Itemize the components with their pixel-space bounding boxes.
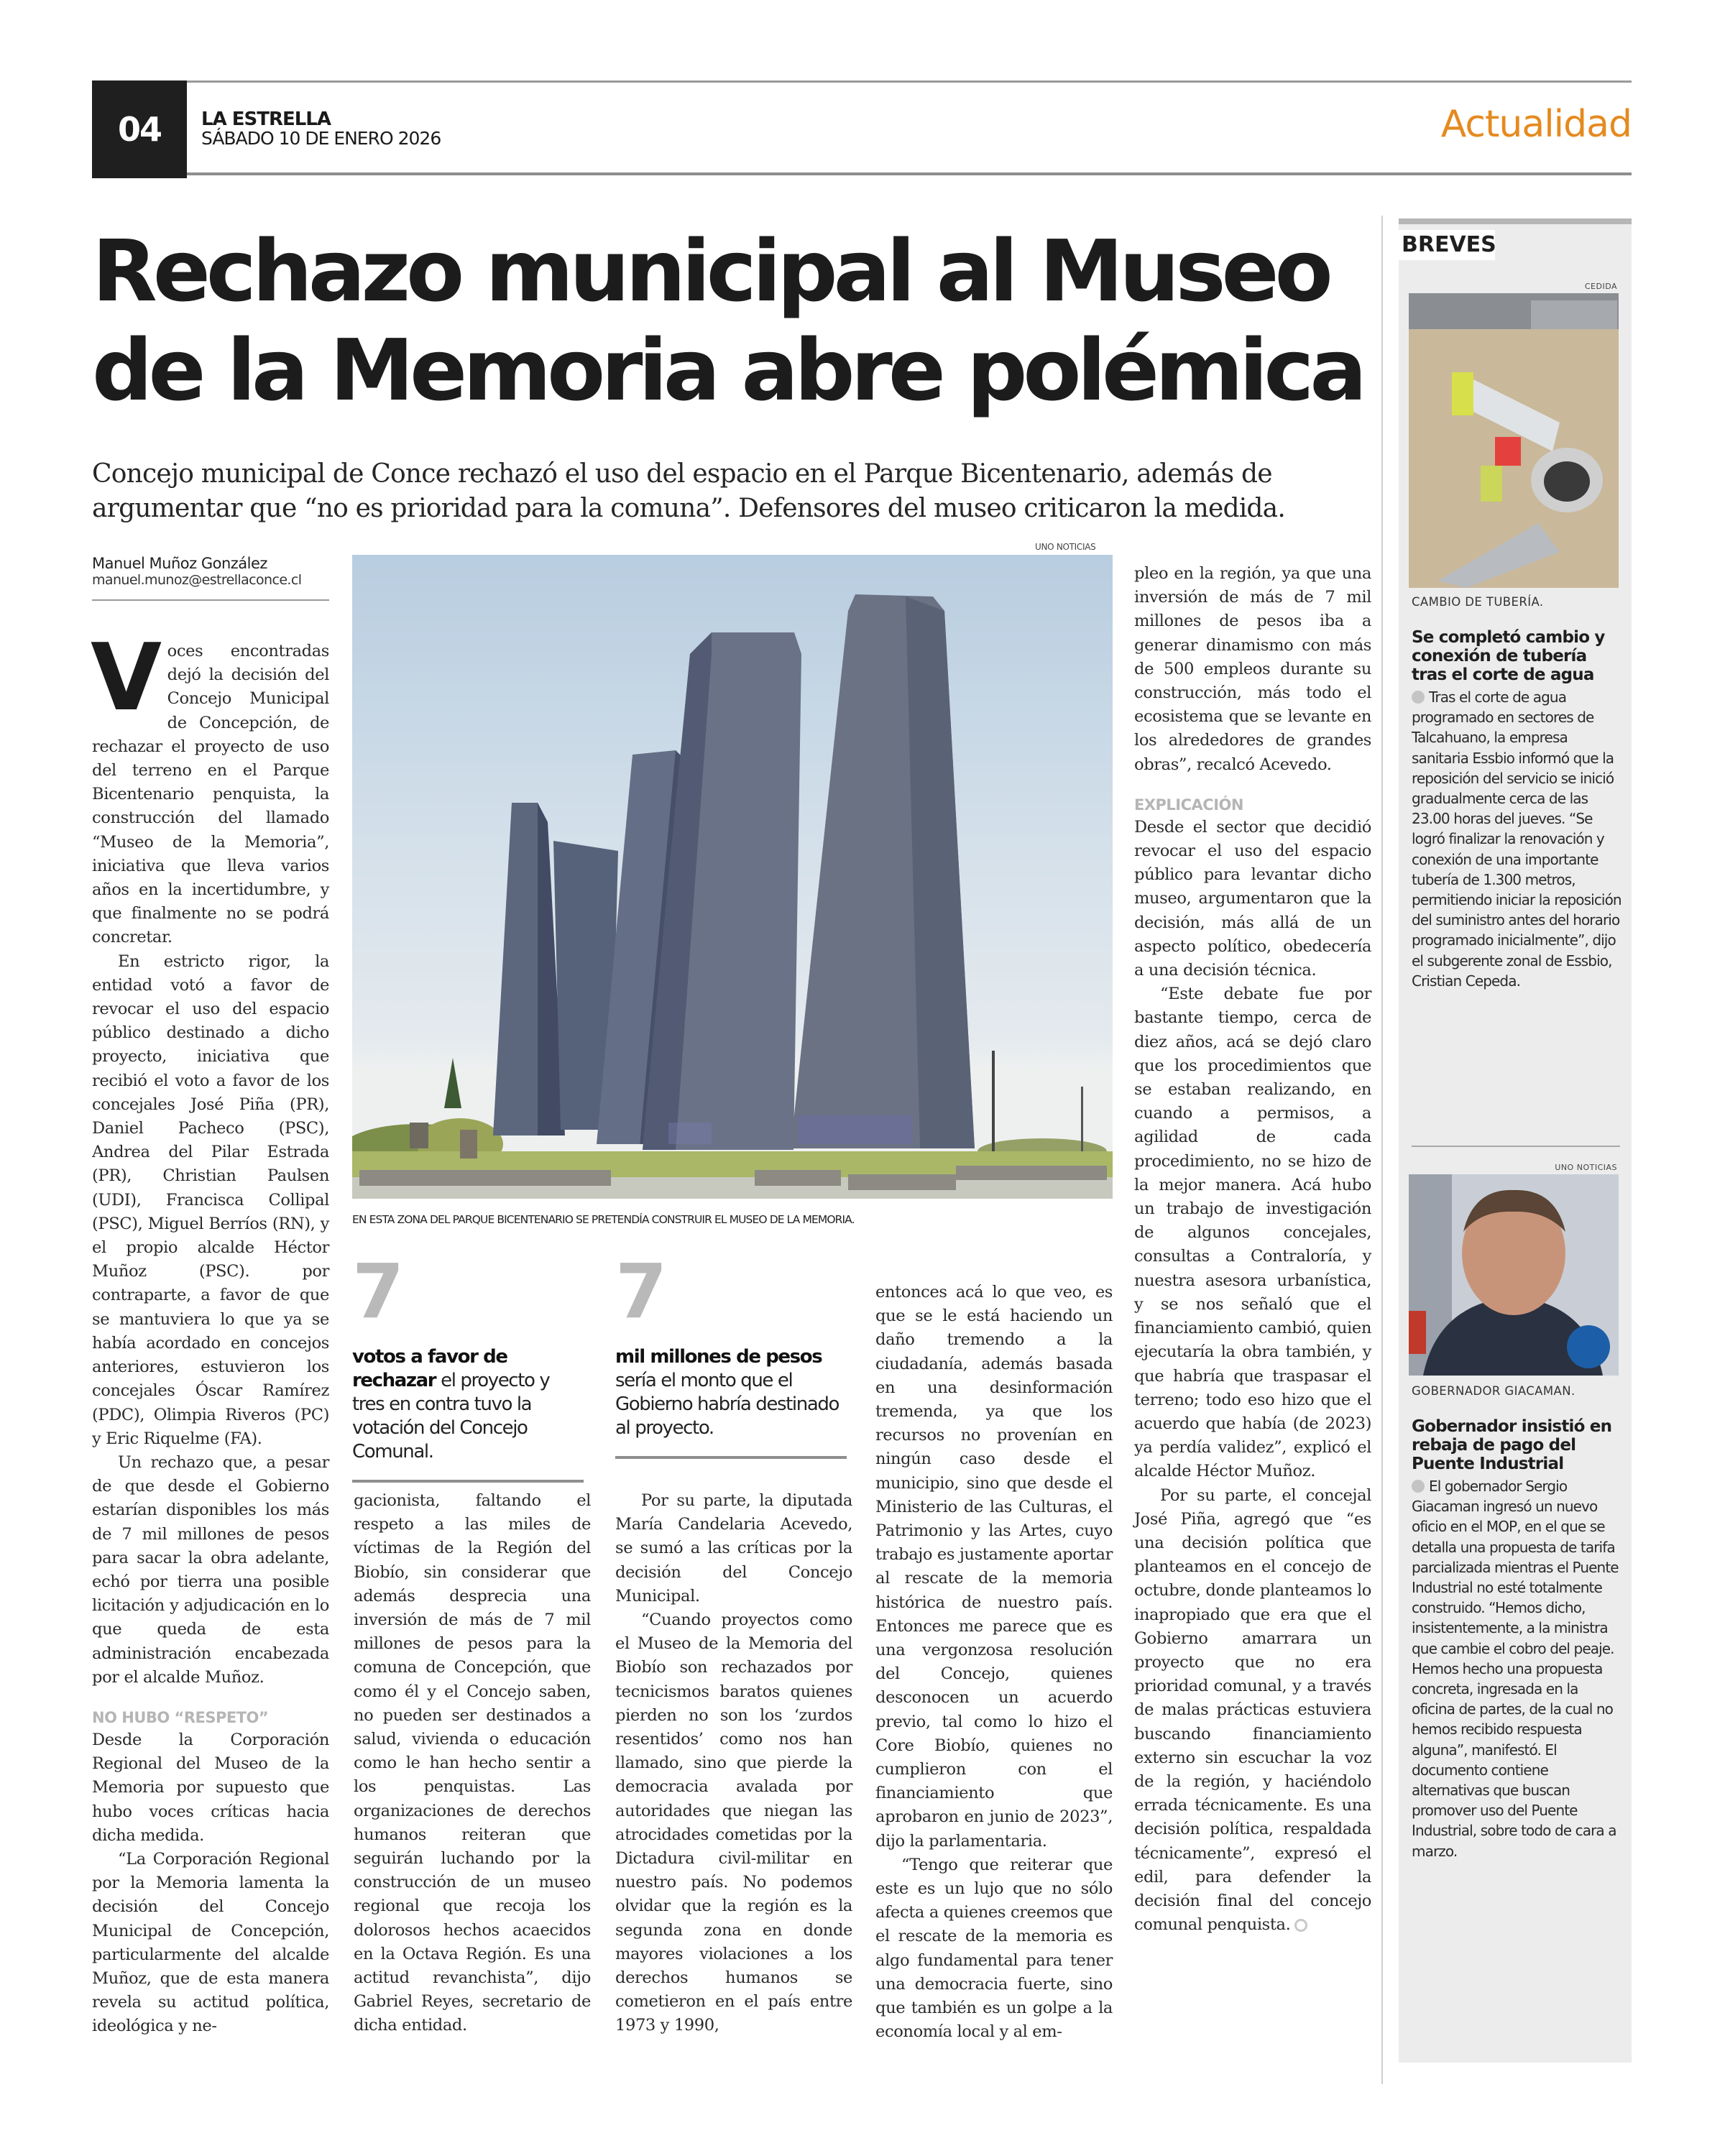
author-email[interactable]: manuel.munoz@estrellaconce.cl bbox=[92, 572, 302, 588]
section-label: Actualidad bbox=[1440, 103, 1632, 146]
monument-illustration bbox=[352, 555, 1113, 1199]
sidebar-title: BREVES bbox=[1399, 230, 1495, 260]
issue-date: SÁBADO 10 DE ENERO 2026 bbox=[201, 128, 441, 149]
article-headline: Rechazo municipal al Museo de la Memoria abre polémica bbox=[92, 221, 1363, 420]
sidebar-top-rule bbox=[1399, 218, 1632, 224]
stat-description: votos a favor de rechazar el proyecto y tres en contra tuvo la votación del Concejo Comunal. bbox=[352, 1346, 550, 1462]
bullet-icon bbox=[1412, 1480, 1425, 1493]
main-photo-monument bbox=[352, 555, 1113, 1199]
paragraph: entonces acá lo que veo, es que se le está haciendo un daño tremendo a la ciudadanía, además basada en una desinformación tremenda, ya que los recursos no provenían en ningún caso desde el municipio, sino que desde el Ministerio de las Culturas, el Patrimonio y las Artes, cuyo trabajo es justamente aportar al rescate de la memoria histórica de nuestro país. Entonces me parece que es una vergonzosa resolución del Concejo, quienes desconocen un acuerdo previo, tal como lo hizo el Core Biobío, quienes no cumplieron con el financiamiento que aprobaron en junio de 2023”, dijo la parlamentaria. bbox=[875, 1283, 1113, 1851]
stat-box-money bbox=[615, 1248, 847, 1459]
photo-credit: UNO NOTICIAS bbox=[1035, 542, 1096, 552]
pipe-work-illustration bbox=[1409, 293, 1619, 588]
section-subtitle: NO HUBO “RESPETO” bbox=[92, 1708, 269, 1726]
end-of-article-icon bbox=[1294, 1919, 1307, 1932]
brief-body: Tras el corte de agua programado en sectores de Talcahuano, la empresa sanitaria Essbio informó que la reposición del servicio se inició gradualmente cerca de las 23.00 horas del jueves. “Se logró finalizar la renovación y conexión de una importante tubería de 1.300 metros, permitiendo iniciar la reposición del suministro antes del horario programado inicialmente”, dijo el subgerente zonal de Essbio, Cristian Cepeda. bbox=[1412, 688, 1622, 990]
paragraph: pleo en la región, ya que una inversión de más de 7 mil millones de pesos iba a generar dinamismo con más de 500 empleos durante su construcción, más todo el ecosistema que se levante en los alrededores de grandes obras”, recalcó Acevedo. bbox=[1134, 564, 1371, 774]
paragraph: Por su parte, el concejal José Piña, agregó que “es una decisión política que planteamos en el concejo de octubre, donde planteamos lo inapropiado que era que el Gobierno amarrara un proyecto que no era prioridad comunal, y a través de malas prácticas estuviera buscando financiamiento externo sin escuchar la voz de la región, y haciéndolo errada técnicamente. Es una decisión política, respaldada técnicamente”, expresó el edil, para defender la decisión final del concejo comunal penquista. bbox=[1134, 1485, 1371, 1935]
paragraph: “Este debate fue por bastante tiempo, cerca de diez años, acá se dejó claro que los procedimientos que se estaban realizando, en cuando a permisos, a agilidad de cada procedimiento, no se hizo de la mejor manera. Acá hubo un trabajo de investigación de algunos concejales, consultas a Contraloría, y nuestra asesora urbanística, y se nos señaló que el financiamiento cambió, quien ejecutaría la obra también, y que habría que traspasar el terreno; todo eso hizo que el acuerdo que había (de 2023) ya perdía validez”, explicó el alcalde Héctor Muñoz. bbox=[1134, 985, 1371, 1481]
drop-cap: V bbox=[91, 625, 162, 732]
brief-photo-governor bbox=[1409, 1174, 1619, 1376]
brief-photo-pipe-work bbox=[1409, 293, 1619, 588]
stat-box-votes bbox=[352, 1248, 584, 1483]
newspaper-name: LA ESTRELLA bbox=[201, 109, 331, 130]
paragraph: “La Corporación Regional por la Memoria lamenta la decisión del Concejo Municipal de Concepción, particularmente del alcalde Muñoz, que de esta manera revela su actitud política, ideológica y ne- bbox=[92, 1849, 329, 2036]
brief-photo-caption: CAMBIO DE TUBERÍA. bbox=[1412, 595, 1544, 609]
stat-number: 7 bbox=[352, 1248, 405, 1335]
article-column-2 bbox=[354, 1489, 591, 2038]
article-column-3 bbox=[615, 1489, 852, 2038]
stat-number: 7 bbox=[615, 1248, 668, 1335]
paragraph: En estricto rigor, la entidad votó a favor de revocar el uso del espacio público destinado a dicho proyecto, iniciativa que recibió el voto a favor de los concejales José Piña (PR), Daniel Pacheco (PSC), Andrea del Pilar Estrada (PR), Christian Paulsen (UDI), Francisca Collipal (PSC), Miguel Berríos (RN), y el propio alcalde Héctor Muñoz (PSC). por contraparte, a favor de que se mantuviera lo que ya se había acordado en concejos anteriores, estuvieron los concejales Óscar Ramírez (PDC), Olimpia Riveros (PC) y Eric Riquelme (FA). bbox=[92, 952, 329, 1448]
brief-photo-caption: GOBERNADOR GIACAMAN. bbox=[1412, 1384, 1576, 1398]
paragraph: Por su parte, la diputada María Candelaria Acevedo, se sumó a las críticas por la decisión del Concejo Municipal. bbox=[615, 1491, 852, 1606]
brief-photo-credit: CEDIDA bbox=[1584, 282, 1617, 291]
brief-body: El gobernador Sergio Giacaman ingresó un nuevo oficio en el MOP, en el que se detalla una propuesta de tarifa parcializada mientras el Puente Industrial no esté totalmente construido. “Hemos dicho, insistentemente, a la ministra que cambie el cobro del peaje. Hemos hecho una propuesta concreta, ingresada en la oficina de partes, de la cual no hemos recibido respuesta alguna”, manifestó. El documento contiene alternativas que buscan promover uso del Puente Industrial, sobre todo de cara a marzo. bbox=[1412, 1478, 1619, 1860]
paragraph: “Cuando proyectos como el Museo de la Memoria del Biobío son rechazados por tecnicismos baratos quienes pierden no son los ‘zurdos resentidos’ como nos han llamado, sino que pierde la democracia avalada por autoridades que niegan las atrocidades cometidas por la Dictadura civil-militar en nuestro país. No podemos olvidar que la región es la segunda zona en donde mayores violaciones a los derechos humanos se cometieron en el país entre 1973 y 1990, bbox=[615, 1611, 852, 2035]
article-subhead: Concejo municipal de Conce rechazó el uso del espacio en el Parque Bicentenario, además de argumentar que “no es prioridad para la comuna”. Defensores del museo criticaron la medida. bbox=[92, 459, 1285, 523]
photo-caption: EN ESTA ZONA DEL PARQUE BICENTENARIO SE PRETENDÍA CONSTRUIR EL MUSEO DE LA MEMORIA. bbox=[352, 1213, 855, 1226]
section-subtitle: EXPLICACIÓN bbox=[1134, 796, 1243, 814]
brief-separator bbox=[1412, 1146, 1620, 1147]
bullet-icon bbox=[1412, 691, 1425, 704]
governor-portrait-illustration bbox=[1409, 1174, 1619, 1376]
column-divider bbox=[1381, 216, 1383, 2084]
lead-paragraph: Voces encontradas dejó la decisión del Concejo Municipal de Concepción, de rechazar el proyecto de uso del terreno en el Parque Bicentenario penquista, la construcción del llamado “Museo de la Memoria”, iniciativa que lleva varios años en la incertidumbre, y que finalmente no se podrá concretar. bbox=[91, 625, 329, 947]
masthead bbox=[201, 110, 441, 149]
brief-headline[interactable]: Se completó cambio y conexión de tubería tras el corte de agua bbox=[1412, 628, 1605, 684]
page-header bbox=[92, 80, 1632, 175]
brief-photo-credit: UNO NOTICIAS bbox=[1555, 1163, 1617, 1172]
article-column-1 bbox=[91, 625, 329, 2039]
paragraph: Un rechazo que, a pesar de que desde el Gobierno estarían disponibles los más de 7 mil millones de pesos para sacar la obra adelante, echó por tierra una posible licitación y adjudicación en lo que queda de esta administración encabezada por el alcalde Muñoz. bbox=[92, 1452, 329, 1687]
author-name: Manuel Muñoz González bbox=[92, 555, 267, 572]
page-number: 04 bbox=[92, 80, 187, 178]
stat-description: mil millones de pesos sería el monto que el Gobierno habría destinado al proyecto. bbox=[615, 1346, 839, 1439]
article-column-5 bbox=[1134, 562, 1371, 1937]
paragraph: “Tengo que reiterar que este es un lujo que no sólo afecta a quienes creemos que el rescate de la memoria es algo fundamental para tener una democracia fuerte, sino que también es un golpe a la economía local y al em- bbox=[875, 1855, 1113, 2042]
paragraph: Desde la Corporación Regional del Museo de la Memoria por supuesto que hubo voces críticas hacia dicha medida. bbox=[92, 1730, 329, 1845]
article-column-4 bbox=[875, 1281, 1113, 2045]
paragraph: gacionista, faltando el respeto a las miles de víctimas de la Región del Biobío, sin considerar que además desprecia una inversión de más de 7 mil millones de pesos para la comuna de Concepción, que como él y el Concejo saben, no pueden ser destinados a salud, vivienda o educación como le han hecho sentir a los penquistas. Las organizaciones de derechos humanos reiteran que seguirán luchando por la construcción de un museo regional que recoja los dolorosos hechos acaecidos en la Octava Región. Es una actitud revanchista”, dijo Gabriel Reyes, secretario de dicha entidad. bbox=[354, 1491, 591, 2035]
brief-headline[interactable]: Gobernador insistió en rebaja de pago del Puente Industrial bbox=[1412, 1417, 1612, 1473]
breves-sidebar bbox=[1399, 218, 1632, 2063]
byline bbox=[92, 555, 329, 601]
paragraph: Desde el sector que decidió revocar el uso del espacio público para levantar dicho museo, argumentaron que la decisión, más allá de un aspecto político, obedecería a una decisión técnica. bbox=[1134, 817, 1371, 980]
